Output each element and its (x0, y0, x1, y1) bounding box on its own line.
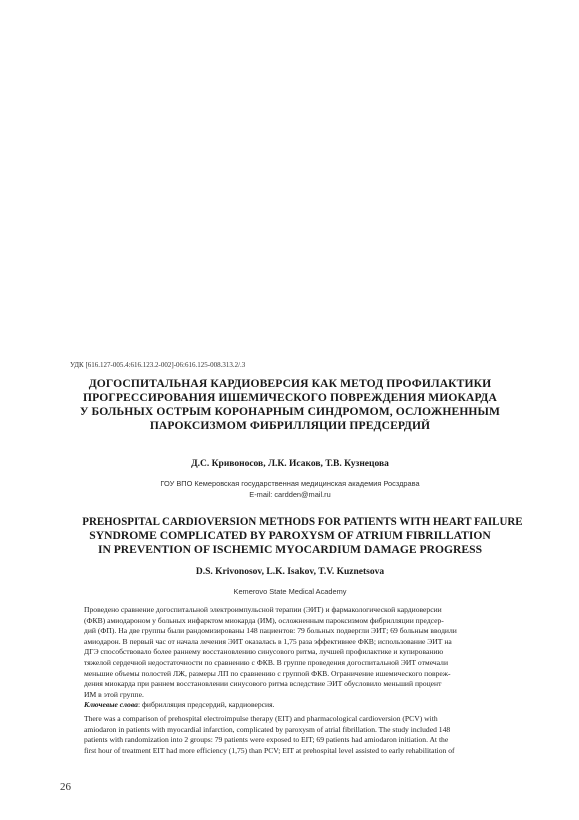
contact-email: E-mail: cardden@mail.ru (249, 490, 331, 499)
english-title-line: SYNDROME COMPLICATED BY PAROXYSM OF ATRIUM FIBRILLATION (89, 529, 491, 542)
abstract-line: amiodaron in patients with myocardial infarction, complicated by paroxysm of atrial fibrillation. The study included 148 (84, 724, 451, 734)
abstract-line: ДГЭ способствовало более раннему восстановлению синусового ритма, лучшей профилактике и купированию (84, 647, 444, 657)
abstract-line: (ФКВ) амиодароном у больных инфарктом миокарда (ИМ), осложненным пароксизмом фибрилляции предсер- (84, 615, 444, 625)
page-number: 26 (60, 781, 71, 793)
russian-title-line: ДОГОСПИТАЛЬНАЯ КАРДИОВЕРСИЯ КАК МЕТОД ПРОФИЛАКТИКИ (88, 377, 492, 390)
abstract-line: амиодарон. В первый час от начала лечения ЭИТ оказалась в 1,75 раза эффективнее ФКВ; использование ЭИТ на (84, 636, 452, 646)
english-title (70, 515, 523, 557)
keywords (84, 700, 500, 711)
abstract-line: There was a comparison of prehospital electroimpulse therapy (EIT) and pharmacological cardioversion (PCV) with (84, 714, 438, 723)
russian-title-line: ПАРОКСИЗМОМ ФИБРИЛЛЯЦИИ ПРЕДСЕРДИЙ (149, 419, 431, 432)
english-authors: D.S. Krivonosov, L.K. Isakov, T.V. Kuznetsova (195, 567, 385, 577)
keywords-text: : фибрилляция предсердий, кардиоверсия. (137, 700, 275, 710)
abstract-line: тяжелой сердечной недостаточности по сравнению с ФКВ. В группе проведения догоспитальной ЭИТ отмечали (84, 657, 449, 667)
abstract-line: patients with randomization into 2 groups: 79 patients were exposed to EIT; 69 patients had amiodaron initiation. At the (84, 735, 449, 745)
affiliation-name: ГОУ ВПО Кемеровская государственная медицинская академия Росздрава (160, 479, 420, 488)
russian-affiliation (70, 478, 510, 500)
english-affiliation: Kemerovo State Medical Academy (233, 587, 347, 596)
keywords-label: Ключевые слова (84, 700, 138, 710)
russian-authors: Д.С. Кривоносов, Л.К. Исаков, Т.В. Кузнецова (191, 459, 389, 469)
abstract-line: ИМ в этой группе. (84, 689, 144, 699)
abstract-line: first hour of treatment EIT had more efficiency (1,75) than PCV; EIT at prehospital level assisted to early rehabilitation of (84, 745, 455, 755)
abstract-line: дий (ФП). На две группы были рандомизированы 148 пациентов: 79 больных подвергли ЭИТ; 69 больным вводили (84, 626, 457, 636)
abstract-line: Проведено сравнение догоспитальной электроимпульсной терапии (ЭИТ) и фармакологической кардиоверсии (84, 605, 442, 614)
english-abstract (84, 714, 500, 756)
abstract-line: дения миокарда при раннем восстановлении синусового ритма вследствие ЭИТ обусловило меньший процент (84, 679, 442, 689)
english-title-line: IN PREVENTION OF ISCHEMIC MYOCARDIUM DAMAGE PROGRESS (97, 543, 483, 556)
udc-code: УДК [616.127-005.4:616.123.2-002]-06:616.125-008.313.2/.3 (70, 361, 246, 369)
english-title-line: PREHOSPITAL CARDIOVERSION METHODS FOR PATIENTS WITH HEART FAILURE (82, 515, 523, 528)
russian-title-line: У БОЛЬНЫХ ОСТРЫМ КОРОНАРНЫМ СИНДРОМОМ, ОСЛОЖНЕННЫМ (79, 405, 501, 418)
abstract-line: меньшие объемы полостей ЛЖ, размеры ЛП по сравнению с группой ФКВ. Ограничение ишемического повреж- (84, 668, 451, 678)
russian-abstract (84, 605, 500, 711)
russian-title (70, 377, 510, 433)
russian-title-line: ПРОГРЕССИРОВАНИЯ ИШЕМИЧЕСКОГО ПОВРЕЖДЕНИЯ МИОКАРДА (83, 391, 497, 404)
